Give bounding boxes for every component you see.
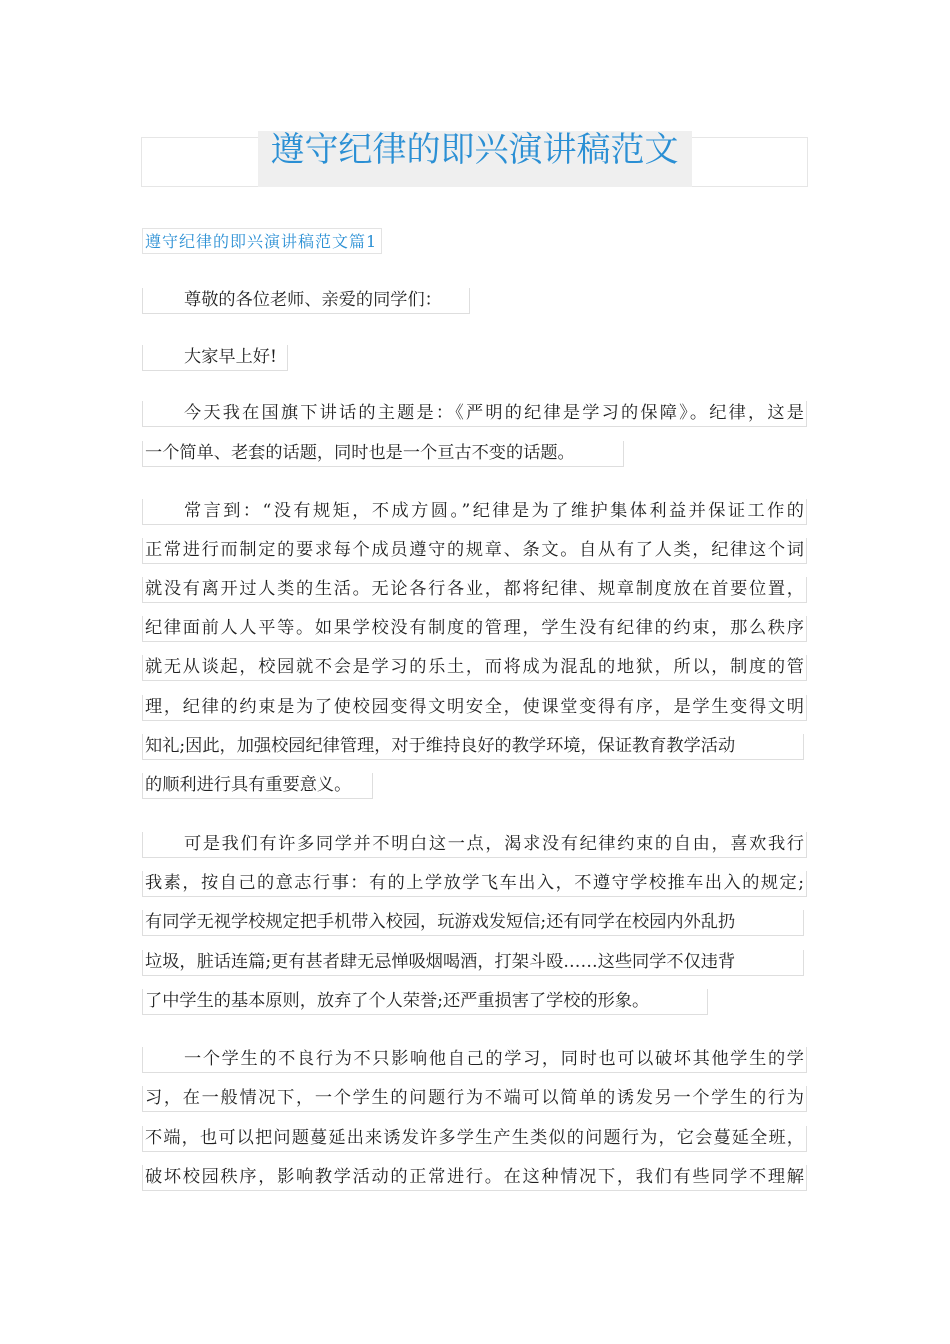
text-line: 不端，也可以把问题蔓延出来诱发许多学生产生类似的问题行为，它会蔓延全班， [142,1126,807,1152]
text-line: 一个简单、老套的话题，同时也是一个亘古不变的话题。 [142,441,624,467]
document-title: 遵守纪律的即兴演讲稿范文 [270,130,679,170]
text-line: 一个学生的不良行为不只影响他自己的学习，同时也可以破坏其他学生的学 [142,1047,807,1073]
text-line: 就无从谈起，校园就不会是学习的乐土，而将成为混乱的地狱，所以，制度的管 [142,655,807,681]
text-line: 尊敬的各位老师、亲爱的同学们： [142,288,470,314]
text-line: 今天我在国旗下讲话的主题是：《严明的纪律是学习的保障》。纪律，这是 [142,401,807,427]
text-line: 破坏校园秩序，影响教学活动的正常进行。在这种情况下，我们有些同学不理解 [142,1165,807,1191]
text-line: 的顺利进行具有重要意义。 [142,773,373,799]
text-line: 垃圾，脏话连篇;更有甚者肆无忌惮吸烟喝酒，打架斗殴……这些同学不仅违背 [142,950,804,976]
text-line: 大家早上好! [142,345,288,371]
text-line: 纪律面前人人平等。如果学校没有制度的管理，学生没有纪律的约束，那么秩序 [142,616,807,642]
text-line: 常言到：“没有规矩，不成方圆。”纪律是为了维护集体利益并保证工作的 [142,499,807,525]
text-line: 理，纪律的约束是为了使校园变得文明安全，使课堂变得有序，是学生变得文明 [142,695,807,721]
text-line: 有同学无视学校规定把手机带入校园，玩游戏发短信;还有同学在校园内外乱扔 [142,910,804,936]
text-line: 了中学生的基本原则，放弃了个人荣誉;还严重损害了学校的形象。 [142,989,708,1015]
text-line: 可是我们有许多同学并不明白这一点，渴求没有纪律约束的自由，喜欢我行 [142,832,807,858]
section-heading: 遵守纪律的即兴演讲稿范文篇1 [142,228,382,254]
text-line: 知礼;因此，加强校园纪律管理，对于维持良好的教学环境，保证教育教学活动 [142,734,804,760]
text-line: 习，在一般情况下，一个学生的问题行为不端可以简单的诱发另一个学生的行为 [142,1086,807,1112]
text-line: 就没有离开过人类的生活。无论各行各业，都将纪律、规章制度放在首要位置， [142,577,807,603]
text-line: 正常进行而制定的要求每个成员遵守的规章、条文。自从有了人类，纪律这个词 [142,538,807,564]
text-line: 我素，按自己的意志行事：有的上学放学飞车出入，不遵守学校推车出入的规定; [142,871,807,897]
